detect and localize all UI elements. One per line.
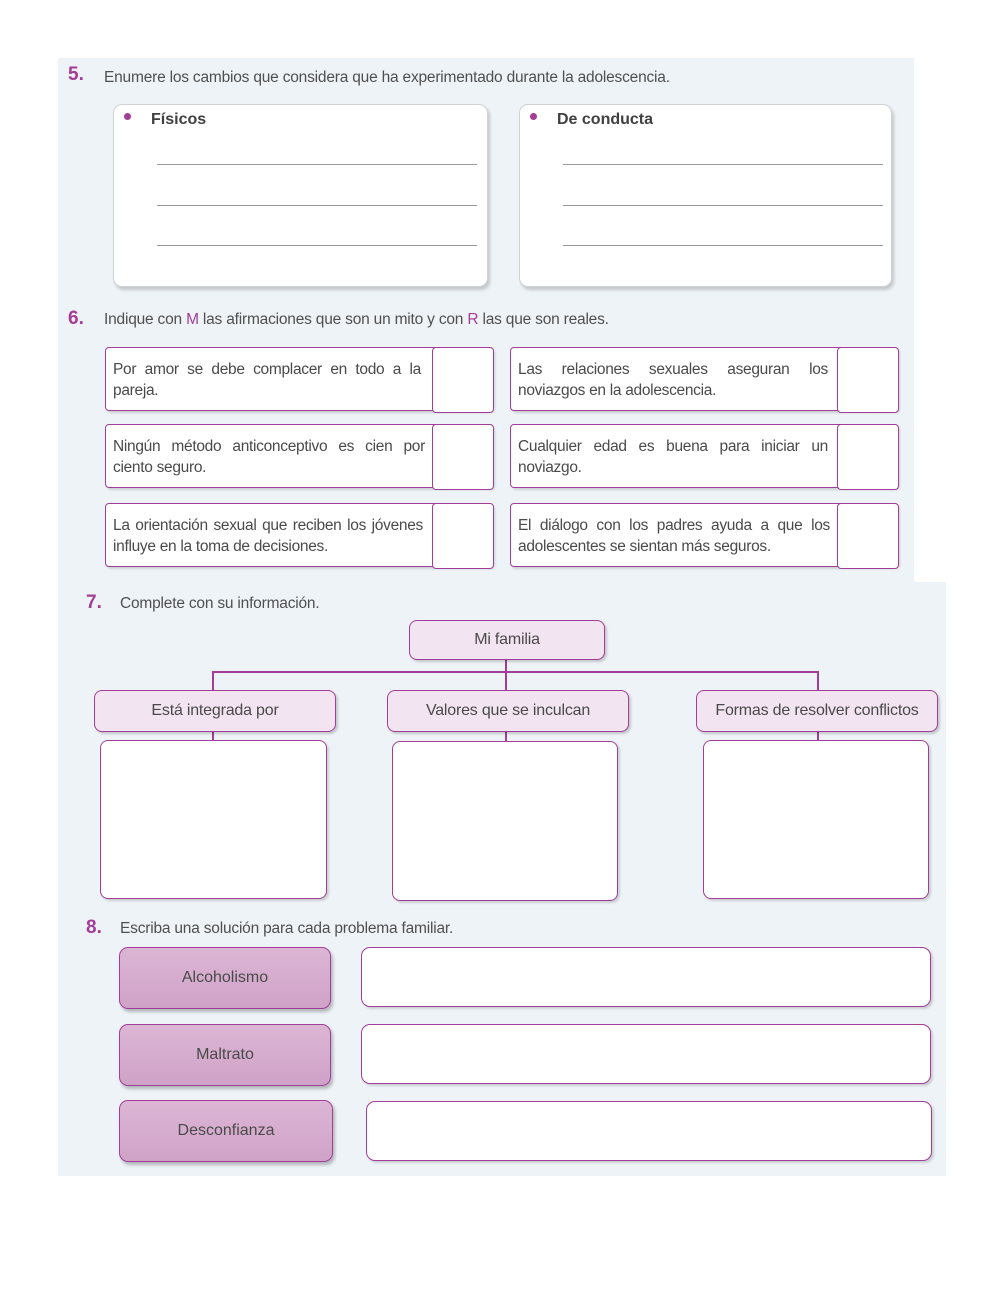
values-answer-box[interactable] (392, 741, 618, 901)
bullet-icon (124, 113, 131, 120)
branch-conflicts-node: Formas de resolver conflictos (696, 690, 938, 732)
physical-changes-card (113, 104, 488, 287)
q6-number: 6. (68, 308, 84, 329)
statement-text: Por amor se debe complacer en todo a la pareja. (113, 361, 421, 399)
real-letter: R (467, 311, 479, 328)
family-root-node: Mi familia (409, 620, 605, 660)
answer-box[interactable] (837, 503, 899, 569)
statement-text: La orientación sexual que reciben los jóvenes influye en la toma de decisiones. (113, 517, 423, 555)
q8-prompt: Escriba una solución para cada problema familiar. (120, 920, 454, 937)
branch-members-node: Está integrada por (94, 690, 336, 732)
statement-text: Cualquier edad es buena para iniciar un noviazgo. (518, 438, 828, 476)
conflicts-answer-box[interactable] (703, 740, 929, 899)
bullet-icon (530, 113, 537, 120)
q7-number: 7. (86, 592, 102, 613)
solution-input[interactable] (361, 947, 931, 1007)
statement-text: Las relaciones sexuales aseguran los noviazgos en la adolescencia. (518, 361, 828, 399)
statement-card (105, 347, 493, 411)
answer-line[interactable] (157, 245, 477, 246)
statement-text: Ningún método anticonceptivo es cien por ciento seguro. (113, 438, 425, 476)
statement-card (510, 503, 898, 567)
answer-box[interactable] (837, 424, 899, 490)
answer-box[interactable] (837, 347, 899, 413)
problem-distrust: Desconfianza (119, 1100, 333, 1162)
connector-line (505, 658, 507, 672)
behavior-changes-card (519, 104, 892, 287)
answer-box[interactable] (432, 347, 494, 413)
q8-number: 8. (86, 917, 102, 938)
statement-card (105, 424, 493, 488)
physical-changes-title: Físicos (151, 111, 207, 128)
q5-prompt: Enumere los cambios que considera que ha experimentado durante la adolescencia. (104, 69, 670, 86)
answer-line[interactable] (563, 245, 883, 246)
statement-card (105, 503, 493, 567)
answer-line[interactable] (563, 205, 883, 206)
q5-number: 5. (68, 64, 84, 85)
connector-line (817, 671, 819, 690)
answer-box[interactable] (432, 503, 494, 569)
connector-line (212, 671, 214, 690)
problem-abuse: Maltrato (119, 1024, 331, 1086)
solution-input[interactable] (361, 1024, 931, 1084)
connector-line (505, 671, 507, 690)
myth-letter: M (186, 311, 199, 328)
q7-prompt: Complete con su información. (120, 595, 320, 612)
connector-line (212, 671, 819, 673)
statement-text: El diálogo con los padres ayuda a que los adolescentes se sientan más seguros. (518, 517, 830, 555)
statement-card (510, 424, 898, 488)
answer-line[interactable] (157, 164, 477, 165)
answer-box[interactable] (432, 424, 494, 490)
answer-line[interactable] (563, 164, 883, 165)
members-answer-box[interactable] (100, 740, 327, 899)
problem-alcoholism: Alcoholismo (119, 947, 331, 1009)
answer-line[interactable] (157, 205, 477, 206)
branch-values-node: Valores que se inculcan (387, 690, 629, 732)
statement-card (510, 347, 898, 411)
behavior-changes-title: De conducta (557, 111, 654, 128)
q6-prompt: Indique con M las afirmaciones que son un mito y con R las que son reales. (104, 311, 609, 328)
solution-input[interactable] (366, 1101, 932, 1161)
